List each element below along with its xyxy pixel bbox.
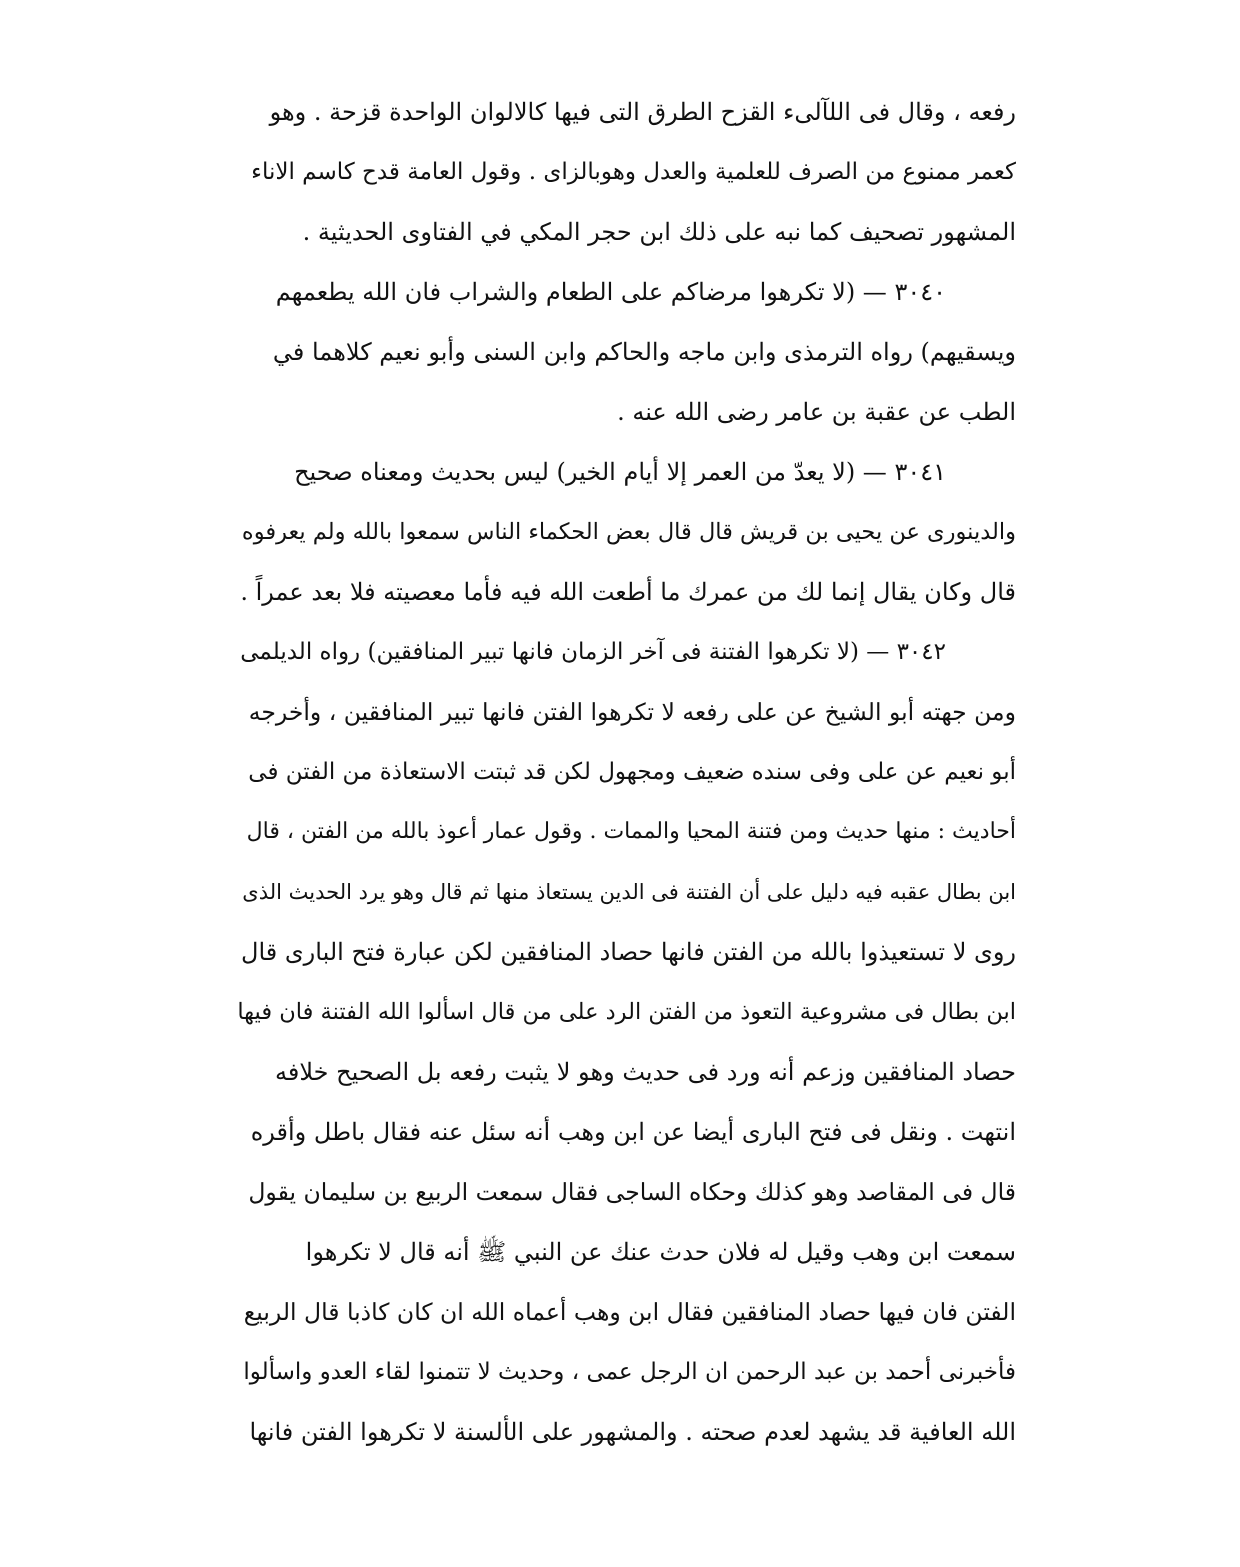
text-line: فأخبرنى أحمد بن عبد الرحمن ان الرجل عمى ، وحديث لا تتمنوا لقاء العدو واسألوا [243, 1359, 1016, 1385]
text-line: رفعه ، وقال فى اللآلىء القزح الطرق التى فيها كالالوان الواحدة قزحة . وهو [269, 98, 1016, 126]
text-line: كعمر ممنوع من الصرف للعلمية والعدل وهوبالزاى . وقول العامة قدح كاسم الاناء [251, 159, 1016, 185]
hadith-3042-heading-line: ٣٠٤٢ — (لا تكرهوا الفتنة فى آخر الزمان فانها تبير المنافقين) رواه الديلمى [240, 639, 946, 665]
text-line: روى لا تستعيذوا بالله من الفتن فانها حصاد المنافقين لكن عبارة فتح البارى قال [241, 938, 1016, 966]
text-line: الفتن فان فيها حصاد المنافقين فقال ابن وهب أعماه الله ان كان كاذبا قال الربيع [243, 1298, 1016, 1326]
text-line: أحاديث : منها حديث ومن فتنة المحيا والممات . وقول عمار أعوذ بالله من الفتن ، قال [246, 819, 1016, 844]
text-line: المشهور تصحيف كما نبه على ذلك ابن حجر المكي في الفتاوى الحديثية . [302, 218, 1016, 246]
text-line: سمعت ابن وهب وقيل له فلان حدث عنك عن النبي ﷺ أنه قال لا تكرهوا [305, 1238, 1016, 1266]
text-line: ابن بطال فى مشروعية التعوذ من الفتن الرد على من قال اسألوا الله الفتنة فان فيها [237, 999, 1016, 1025]
text-line: ويسقيهم) رواه الترمذى وابن ماجه والحاكم وابن السنى وأبو نعيم كلاهما في [272, 338, 1016, 366]
text-line: انتهت . ونقل فى فتح البارى أيضا عن ابن وهب أنه سئل عنه فقال باطل وأقره [250, 1118, 1016, 1146]
text-line: قال فى المقاصد وهو كذلك وحكاه الساجى فقال سمعت الربيع بن سليمان يقول [248, 1178, 1016, 1206]
text-line: حصاد المنافقين وزعم أنه ورد فى حديث وهو لا يثبت رفعه بل الصحيح خلافه [274, 1058, 1016, 1086]
hadith-3040-heading-line: ٣٠٤٠ — (لا تكرهوا مرضاكم على الطعام والشراب فان الله يطعمهم [275, 278, 946, 306]
text-line: والدينورى عن يحيى بن قريش قال قال بعض الحكماء الناس سمعوا بالله ولم يعرفوه [241, 519, 1016, 545]
text-line: أبو نعيم عن على وفى سنده ضعيف ومجهول لكن قد ثبتت الاستعاذة من الفتن فى [248, 759, 1016, 785]
text-line: قال وكان يقال إنما لك من عمرك ما أطعت الله فيه فأما معصيته فلا بعد عمراً . [240, 578, 1016, 606]
arabic-text-body [236, 82, 1016, 1462]
text-line: الله العافية قد يشهد لعدم صحته . والمشهور على الألسنة لا تكرهوا الفتن فانها [249, 1418, 1016, 1446]
text-line: ابن بطال عقبه فيه دليل على أن الفتنة فى الدين يستعاذ منها ثم قال وهو يرد الحديث الذى [242, 880, 1016, 904]
text-line: الطب عن عقبة بن عامر رضى الله عنه . [617, 398, 1016, 426]
hadith-3041-heading-line: ٣٠٤١ — (لا يعدّ من العمر إلا أيام الخير) ليس بحديث ومعناه صحيح [294, 458, 946, 486]
text-line: ومن جهته أبو الشيخ عن على رفعه لا تكرهوا الفتن فانها تبير المنافقين ، وأخرجه [248, 698, 1016, 726]
